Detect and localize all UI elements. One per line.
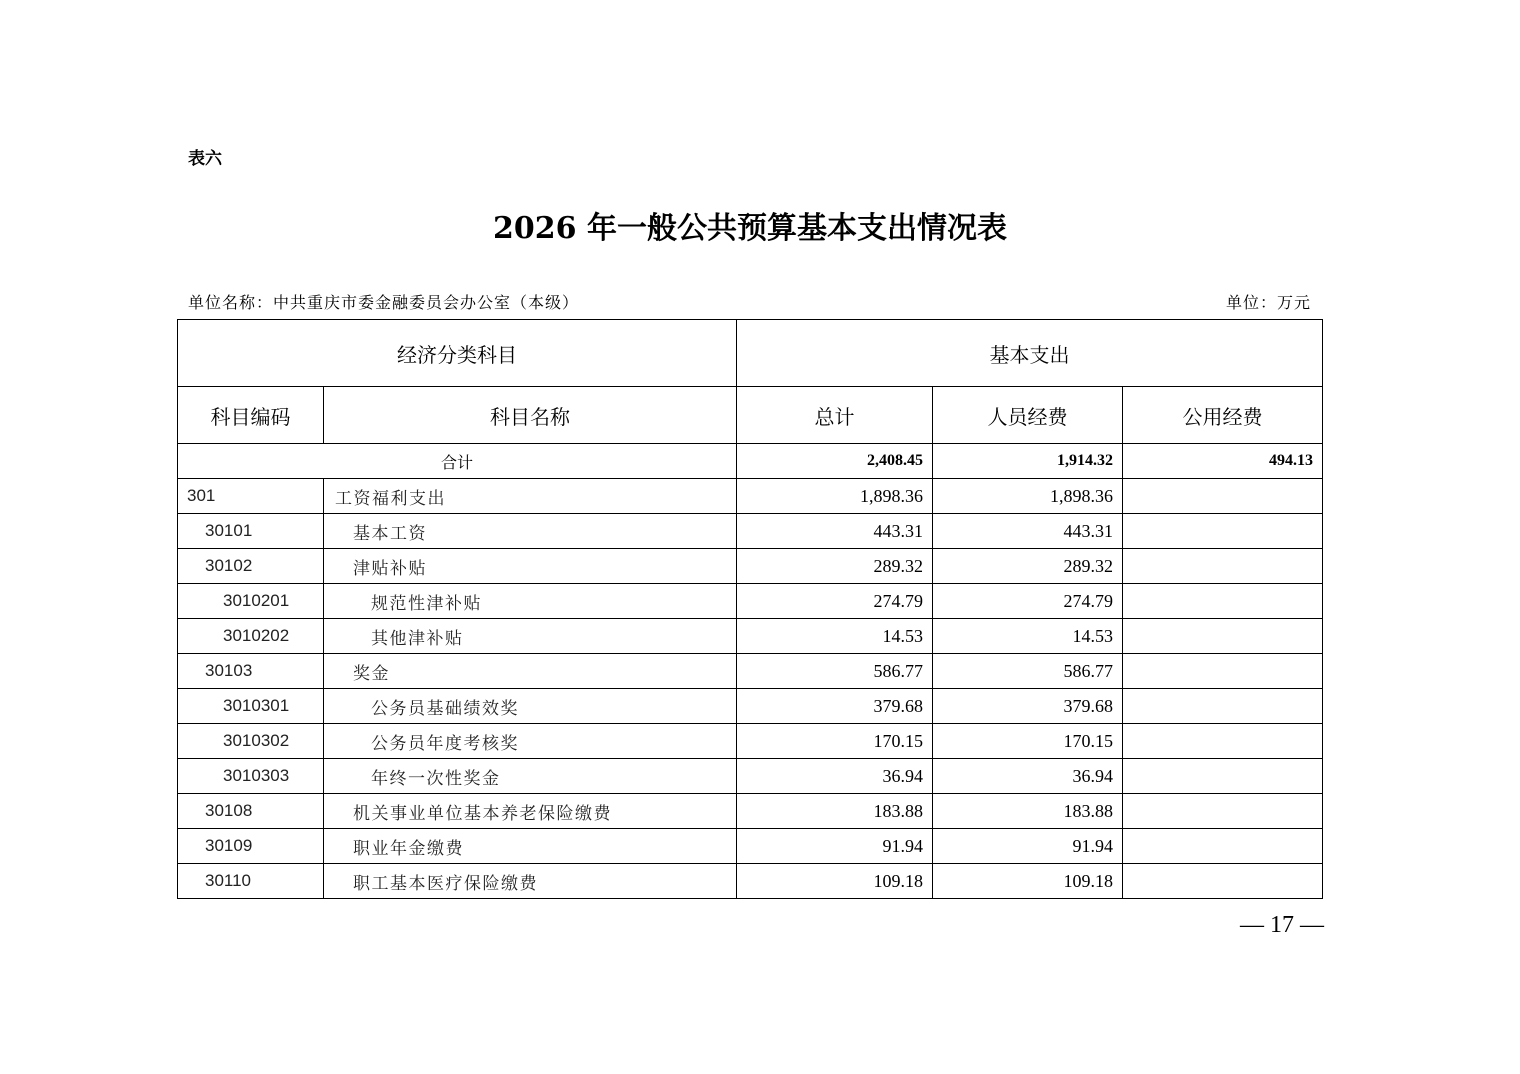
row-code: 3010302 [178,724,324,759]
table-row [178,689,1323,724]
row-code: 3010202 [178,619,324,654]
row-code: 30108 [178,794,324,829]
row-personnel: 289.32 [933,549,1123,584]
row-name: 基本工资 [324,514,737,549]
row-code: 3010201 [178,584,324,619]
row-name: 公务员年度考核奖 [324,724,737,759]
row-personnel: 586.77 [933,654,1123,689]
row-code: 30103 [178,654,324,689]
row-public [1123,759,1323,794]
table-row [178,829,1323,864]
total-public: 494.13 [1123,444,1323,479]
row-public [1123,654,1323,689]
row-name: 公务员基础绩效奖 [324,689,737,724]
row-code: 30110 [178,864,324,899]
header-economic-classification: 经济分类科目 [178,320,737,387]
total-label: 合计 [178,444,737,479]
header-code: 科目编码 [178,387,324,444]
header-row-group [178,320,1323,387]
row-total: 586.77 [737,654,933,689]
table-row [178,619,1323,654]
row-name: 年终一次性奖金 [324,759,737,794]
table-row [178,514,1323,549]
row-public [1123,479,1323,514]
row-name: 职业年金缴费 [324,829,737,864]
row-total: 36.94 [737,759,933,794]
row-code: 30109 [178,829,324,864]
row-public [1123,549,1323,584]
row-public [1123,829,1323,864]
total-value: 2,408.45 [737,444,933,479]
row-name: 规范性津补贴 [324,584,737,619]
row-total: 379.68 [737,689,933,724]
header-personnel: 人员经费 [933,387,1123,444]
row-public [1123,794,1323,829]
row-personnel: 109.18 [933,864,1123,899]
row-public [1123,514,1323,549]
row-public [1123,619,1323,654]
page-number: — 17 — [1240,912,1324,938]
table-row [178,864,1323,899]
row-name: 职工基本医疗保险缴费 [324,864,737,899]
row-public [1123,864,1323,899]
row-code: 30102 [178,549,324,584]
header-basic-expenditure: 基本支出 [737,320,1323,387]
row-name: 工资福利支出 [324,479,737,514]
document-title: 2026 年一般公共预算基本支出情况表 [493,211,1007,246]
row-total: 109.18 [737,864,933,899]
row-total: 274.79 [737,584,933,619]
row-code: 30101 [178,514,324,549]
row-name: 其他津补贴 [324,619,737,654]
row-personnel: 170.15 [933,724,1123,759]
total-personnel: 1,914.32 [933,444,1123,479]
row-public [1123,584,1323,619]
table-row [178,794,1323,829]
table-row [178,654,1323,689]
row-total: 91.94 [737,829,933,864]
table-row [178,479,1323,514]
table-row [178,724,1323,759]
row-public [1123,724,1323,759]
table-row [178,759,1323,794]
row-personnel: 36.94 [933,759,1123,794]
header-row-columns [178,387,1323,444]
row-total: 443.31 [737,514,933,549]
currency-unit: 单位：万元 [1225,293,1311,312]
table-row [178,584,1323,619]
row-code: 3010301 [178,689,324,724]
row-code: 301 [178,479,324,514]
row-total: 14.53 [737,619,933,654]
header-public: 公用经费 [1123,387,1323,444]
total-row [178,444,1323,479]
table-label: 表六 [188,149,222,169]
row-personnel: 183.88 [933,794,1123,829]
row-total: 183.88 [737,794,933,829]
row-name: 奖金 [324,654,737,689]
row-total: 289.32 [737,549,933,584]
budget-table [177,319,1323,899]
row-name: 津贴补贴 [324,549,737,584]
table-row [178,549,1323,584]
header-total: 总计 [737,387,933,444]
row-total: 1,898.36 [737,479,933,514]
row-personnel: 14.53 [933,619,1123,654]
row-personnel: 379.68 [933,689,1123,724]
row-personnel: 274.79 [933,584,1123,619]
unit-name: 单位名称：中共重庆市委金融委员会办公室（本级） [188,293,580,312]
row-name: 机关事业单位基本养老保险缴费 [324,794,737,829]
row-public [1123,689,1323,724]
row-personnel: 91.94 [933,829,1123,864]
row-total: 170.15 [737,724,933,759]
row-personnel: 443.31 [933,514,1123,549]
row-code: 3010303 [178,759,324,794]
header-name: 科目名称 [324,387,737,444]
row-personnel: 1,898.36 [933,479,1123,514]
